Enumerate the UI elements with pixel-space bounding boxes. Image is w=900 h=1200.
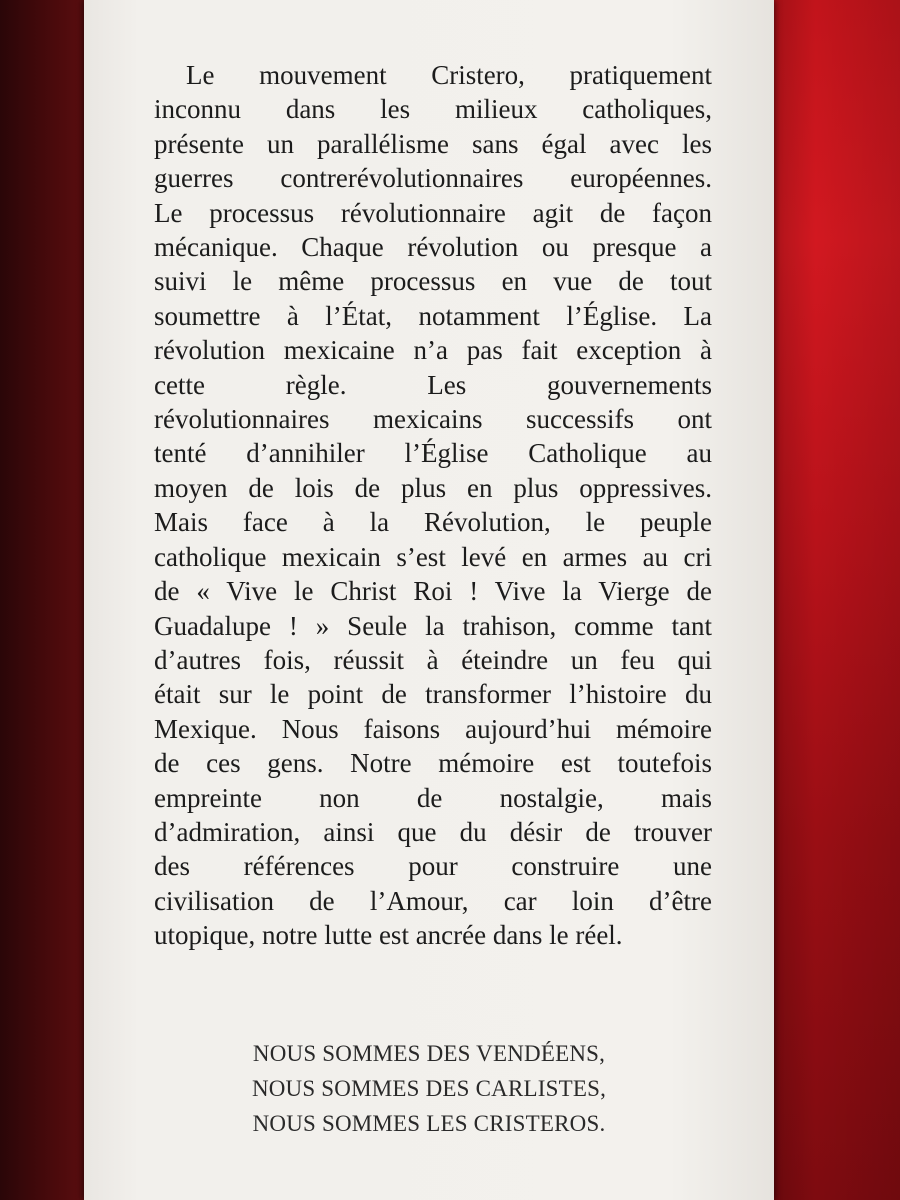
paragraph-line: utopique, notre lutte est ancrée dans le réel. xyxy=(154,920,623,951)
paragraph-line: de ces gens. Notre mémoire est toutefois xyxy=(154,748,712,779)
paragraph-line: moyen de lois de plus en plus oppressives. xyxy=(154,472,712,503)
motto-line-vendeens: NOUS SOMMES DES VENDÉENS, xyxy=(252,1041,606,1066)
paragraph-line: guerres contrerévolutionnaires européennes. xyxy=(154,163,712,194)
paragraph-line: cette règle. Les gouvernements xyxy=(154,369,712,400)
paragraph-line: Le processus révolutionnaire agit de façon xyxy=(154,197,712,228)
paragraph-line: était sur le point de transformer l’histoire du xyxy=(154,679,712,710)
paragraph-line: Le mouvement Cristero, pratiquement xyxy=(186,60,712,90)
motto-line-carlistes: NOUS SOMMES DES CARLISTES, xyxy=(251,1076,607,1101)
paragraph-line: empreinte non de nostalgie, mais xyxy=(154,782,712,813)
paragraph-line: des références pour construire une xyxy=(154,851,712,882)
paragraph-line: civilisation de l’Amour, car loin d’être xyxy=(154,885,712,916)
paragraph-line: Mexique. Nous faisons aujourd’hui mémoire xyxy=(154,713,712,744)
dark-red-background-left xyxy=(0,0,90,1200)
closing-motto xyxy=(84,1036,774,1141)
red-background-right xyxy=(770,0,900,1200)
book-back-cover-page xyxy=(84,0,774,1200)
paragraph-line: de « Vive le Christ Roi ! Vive la Vierge de xyxy=(154,576,712,607)
paragraph-line: révolution mexicaine n’a pas fait exception à xyxy=(154,335,712,366)
paragraph-line: soumettre à l’État, notamment l’Église. La xyxy=(154,300,712,331)
paragraph-line: inconnu dans les milieux catholiques, xyxy=(154,94,712,125)
paragraph-line: révolutionnaires mexicains successifs ont xyxy=(154,404,712,435)
paragraph-line: Guadalupe ! » Seule la trahison, comme tant xyxy=(154,610,712,641)
paragraph-line: d’admiration, ainsi que du désir de trouver xyxy=(154,816,712,847)
cover-paragraph xyxy=(154,58,712,953)
paragraph-line: suivi le même processus en vue de tout xyxy=(154,266,712,297)
paragraph-line: Mais face à la Révolution, le peuple xyxy=(154,507,712,538)
motto-line-cristeros: NOUS SOMMES LES CRISTEROS. xyxy=(252,1111,606,1136)
paragraph-line: catholique mexicain s’est levé en armes au cri xyxy=(154,541,712,572)
paragraph-line: tenté d’annihiler l’Église Catholique au xyxy=(154,438,712,469)
paragraph-line: d’autres fois, réussit à éteindre un feu qui xyxy=(154,644,712,675)
paragraph-line: présente un parallélisme sans égal avec les xyxy=(154,128,712,159)
paragraph-line: mécanique. Chaque révolution ou presque a xyxy=(154,232,712,263)
